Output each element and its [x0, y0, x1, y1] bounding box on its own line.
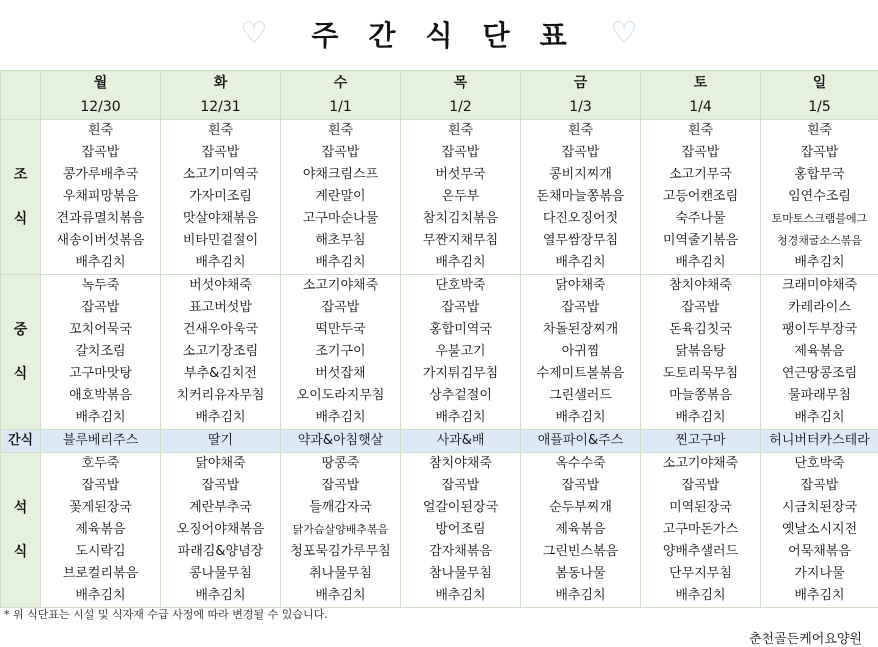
menu-item: 맛살야채볶음	[161, 208, 280, 230]
menu-cell	[521, 453, 641, 608]
menu-item: 잡곡밥	[401, 475, 520, 497]
menu-item: 표고버섯밥	[161, 297, 280, 319]
menu-cell	[761, 453, 878, 608]
menu-item: 배추김치	[401, 252, 520, 274]
menu-item: 숙주나물	[641, 208, 760, 230]
menu-item: 마늘쫑볶음	[641, 385, 760, 407]
menu-item: 새송이버섯볶음	[41, 230, 160, 252]
menu-item: 봄동나물	[521, 563, 640, 585]
menu-item: 카레라이스	[761, 297, 878, 319]
menu-cell	[521, 275, 641, 430]
menu-item: 계란부추국	[161, 497, 280, 519]
menu-item: 물파래무침	[761, 385, 878, 407]
menu-item: 잡곡밥	[281, 297, 400, 319]
day-header	[761, 71, 878, 120]
heart-left-icon: ♡	[240, 19, 267, 49]
menu-item: 애호박볶음	[41, 385, 160, 407]
footnote: * 위 식단표는 시설 및 식자재 수급 사정에 따라 변경될 수 있습니다.	[4, 606, 328, 622]
menu-item: 흰죽	[641, 120, 760, 142]
title-bar	[0, 0, 878, 68]
menu-item: 참치야채죽	[401, 453, 520, 475]
menu-item: 배추김치	[401, 585, 520, 607]
menu-item: 고구마돈가스	[641, 519, 760, 541]
organization-name: 춘천골든케어요양원	[749, 628, 862, 647]
heart-right-icon: ♡	[611, 19, 638, 49]
menu-item: 배추김치	[761, 407, 878, 429]
menu-item: 잡곡밥	[641, 142, 760, 164]
day-date: 12/31	[161, 95, 280, 119]
menu-item: 우불고기	[401, 341, 520, 363]
menu-item: 버섯야채죽	[161, 275, 280, 297]
snack-item: 허니버터카스테라	[761, 430, 878, 453]
menu-item: 가지나물	[761, 563, 878, 585]
menu-cell	[761, 275, 878, 430]
menu-item: 배추김치	[521, 407, 640, 429]
menu-item: 감자채볶음	[401, 541, 520, 563]
menu-cell	[161, 120, 281, 275]
menu-item: 시금치된장국	[761, 497, 878, 519]
menu-item: 배추김치	[641, 252, 760, 274]
day-date: 1/3	[521, 95, 640, 119]
menu-item: 아귀찜	[521, 341, 640, 363]
menu-item: 배추김치	[41, 585, 160, 607]
menu-item: 미역된장국	[641, 497, 760, 519]
menu-item: 건새우아욱국	[161, 319, 280, 341]
menu-item: 배추김치	[521, 585, 640, 607]
menu-item: 해초무침	[281, 230, 400, 252]
menu-cell	[161, 275, 281, 430]
menu-item: 미역줄기볶음	[641, 230, 760, 252]
menu-item: 홍합미역국	[401, 319, 520, 341]
menu-item: 잡곡밥	[641, 475, 760, 497]
day-date: 12/30	[41, 95, 160, 119]
menu-item: 잡곡밥	[761, 475, 878, 497]
page-title: 주간식단표	[281, 14, 596, 54]
menu-item: 얼갈이된장국	[401, 497, 520, 519]
menu-item: 토마토스크램블에그	[761, 208, 878, 230]
meal-label-char: 석	[1, 486, 40, 530]
menu-item: 방어조림	[401, 519, 520, 541]
menu-cell	[281, 275, 401, 430]
menu-item: 옛날소시지전	[761, 519, 878, 541]
menu-item: 콩비지찌개	[521, 164, 640, 186]
menu-item: 잡곡밥	[521, 297, 640, 319]
menu-item: 제육볶음	[761, 341, 878, 363]
meal-label-char: 식	[1, 352, 40, 396]
menu-cell	[641, 275, 761, 430]
dinner-row	[1, 453, 878, 608]
day-date: 1/2	[401, 95, 520, 119]
menu-item: 잡곡밥	[161, 475, 280, 497]
snack-item: 약과&아침햇살	[281, 430, 401, 453]
menu-item: 배추김치	[281, 252, 400, 274]
menu-item: 청경채굴소스볶음	[761, 230, 878, 252]
menu-item: 배추김치	[761, 252, 878, 274]
day-header	[521, 71, 641, 120]
lunch-row	[1, 275, 878, 430]
menu-item: 그린샐러드	[521, 385, 640, 407]
day-name: 화	[161, 71, 280, 95]
menu-item: 배추김치	[41, 407, 160, 429]
menu-item: 고등어캔조림	[641, 186, 760, 208]
menu-cell	[401, 120, 521, 275]
menu-item: 그린빈스볶음	[521, 541, 640, 563]
menu-item: 꼬치어묵국	[41, 319, 160, 341]
menu-cell	[401, 275, 521, 430]
menu-item: 팽이두부장국	[761, 319, 878, 341]
menu-item: 치커리유자무침	[161, 385, 280, 407]
menu-item: 꽃게된장국	[41, 497, 160, 519]
menu-item: 청포묵김가루무침	[281, 541, 400, 563]
menu-item: 잡곡밥	[401, 142, 520, 164]
menu-item: 참치김치볶음	[401, 208, 520, 230]
menu-item: 잡곡밥	[41, 475, 160, 497]
menu-item: 파래김&양념장	[161, 541, 280, 563]
menu-item: 수제미트볼볶음	[521, 363, 640, 385]
menu-item: 잡곡밥	[401, 297, 520, 319]
meal-label-char: 식	[1, 530, 40, 574]
menu-cell	[641, 453, 761, 608]
menu-item: 배추김치	[281, 585, 400, 607]
menu-item: 차돌된장찌개	[521, 319, 640, 341]
meal-label-dinner	[1, 453, 41, 608]
day-header	[41, 71, 161, 120]
breakfast-row	[1, 120, 878, 275]
menu-item: 잡곡밥	[641, 297, 760, 319]
menu-item: 잡곡밥	[41, 142, 160, 164]
day-name: 금	[521, 71, 640, 95]
menu-item: 잡곡밥	[161, 142, 280, 164]
menu-item: 버섯무국	[401, 164, 520, 186]
menu-item: 다진오징어젓	[521, 208, 640, 230]
menu-item: 흰죽	[521, 120, 640, 142]
menu-item: 떡만두국	[281, 319, 400, 341]
menu-item: 브로컬리볶음	[41, 563, 160, 585]
snack-item: 찐고구마	[641, 430, 761, 453]
menu-item: 단호박죽	[761, 453, 878, 475]
menu-cell	[281, 453, 401, 608]
menu-item: 어묵채볶음	[761, 541, 878, 563]
menu-item: 버섯잡채	[281, 363, 400, 385]
menu-item: 우채피망볶음	[41, 186, 160, 208]
day-date: 1/5	[761, 95, 878, 119]
menu-item: 견과류멸치볶음	[41, 208, 160, 230]
menu-item: 무짠지채무침	[401, 230, 520, 252]
menu-item: 단무지무침	[641, 563, 760, 585]
menu-item: 온두부	[401, 186, 520, 208]
menu-item: 흰죽	[761, 120, 878, 142]
meal-label-char: 중	[1, 308, 40, 352]
menu-item: 콩가루배추국	[41, 164, 160, 186]
day-name: 일	[761, 71, 878, 95]
menu-item: 야채크림스프	[281, 164, 400, 186]
menu-item: 갈치조림	[41, 341, 160, 363]
menu-cell	[281, 120, 401, 275]
menu-item: 옥수수죽	[521, 453, 640, 475]
menu-item: 잡곡밥	[41, 297, 160, 319]
snack-item: 애플파이&주스	[521, 430, 641, 453]
menu-item: 오징어야채볶음	[161, 519, 280, 541]
menu-item: 닭볶음탕	[641, 341, 760, 363]
menu-item: 잡곡밥	[521, 142, 640, 164]
menu-item: 상추겉절이	[401, 385, 520, 407]
menu-item: 배추김치	[281, 407, 400, 429]
meal-label-lunch	[1, 275, 41, 430]
menu-item: 들깨감자국	[281, 497, 400, 519]
meal-label-breakfast	[1, 120, 41, 275]
menu-item: 땅콩죽	[281, 453, 400, 475]
menu-item: 돈채마늘쫑볶음	[521, 186, 640, 208]
menu-item: 배추김치	[641, 407, 760, 429]
menu-item: 양배추샐러드	[641, 541, 760, 563]
menu-item: 고구마순나물	[281, 208, 400, 230]
menu-item: 계란말이	[281, 186, 400, 208]
day-header	[401, 71, 521, 120]
menu-cell	[401, 453, 521, 608]
snack-item: 딸기	[161, 430, 281, 453]
menu-item: 소고기장조림	[161, 341, 280, 363]
menu-item: 흰죽	[401, 120, 520, 142]
menu-item: 닭가슴살양배추볶음	[281, 519, 400, 541]
menu-item: 배추김치	[401, 407, 520, 429]
menu-item: 흰죽	[161, 120, 280, 142]
menu-table	[0, 70, 878, 608]
snack-item: 블루베리주스	[41, 430, 161, 453]
day-header	[641, 71, 761, 120]
menu-cell	[161, 453, 281, 608]
day-name: 수	[281, 71, 400, 95]
menu-item: 잡곡밥	[521, 475, 640, 497]
menu-cell	[521, 120, 641, 275]
menu-item: 배추김치	[761, 585, 878, 607]
header-row	[1, 71, 878, 120]
menu-item: 배추김치	[161, 407, 280, 429]
menu-item: 소고기무국	[641, 164, 760, 186]
menu-item: 크래미야채죽	[761, 275, 878, 297]
menu-item: 취나물무침	[281, 563, 400, 585]
menu-item: 도시락김	[41, 541, 160, 563]
menu-item: 제육볶음	[521, 519, 640, 541]
menu-cell	[41, 120, 161, 275]
menu-item: 소고기야채죽	[641, 453, 760, 475]
menu-item: 잡곡밥	[281, 475, 400, 497]
menu-item: 순두부찌개	[521, 497, 640, 519]
menu-item: 배추김치	[641, 585, 760, 607]
menu-item: 소고기야채죽	[281, 275, 400, 297]
snack-item: 사과&배	[401, 430, 521, 453]
menu-item: 잡곡밥	[281, 142, 400, 164]
menu-item: 열무쌈장무침	[521, 230, 640, 252]
meal-label-char: 조	[1, 153, 40, 197]
menu-item: 호두죽	[41, 453, 160, 475]
menu-cell	[41, 275, 161, 430]
corner-cell	[1, 71, 41, 120]
menu-item: 홍합무국	[761, 164, 878, 186]
menu-item: 고구마맛탕	[41, 363, 160, 385]
day-name: 목	[401, 71, 520, 95]
menu-item: 도토리묵무침	[641, 363, 760, 385]
menu-item: 잡곡밥	[761, 142, 878, 164]
menu-item: 배추김치	[41, 252, 160, 274]
menu-item: 흰죽	[41, 120, 160, 142]
menu-item: 배추김치	[521, 252, 640, 274]
day-header	[161, 71, 281, 120]
menu-item: 제육볶음	[41, 519, 160, 541]
menu-item: 닭야채죽	[521, 275, 640, 297]
menu-item: 가자미조림	[161, 186, 280, 208]
menu-item: 연근땅콩조림	[761, 363, 878, 385]
menu-item: 배추김치	[161, 585, 280, 607]
menu-item: 배추김치	[161, 252, 280, 274]
menu-item: 부추&김치전	[161, 363, 280, 385]
menu-cell	[641, 120, 761, 275]
day-name: 월	[41, 71, 160, 95]
menu-item: 흰죽	[281, 120, 400, 142]
menu-cell	[761, 120, 878, 275]
menu-item: 돈육김칫국	[641, 319, 760, 341]
menu-item: 녹두죽	[41, 275, 160, 297]
menu-item: 소고기미역국	[161, 164, 280, 186]
menu-item: 오이도라지무침	[281, 385, 400, 407]
menu-item: 임연수조림	[761, 186, 878, 208]
day-header	[281, 71, 401, 120]
day-date: 1/4	[641, 95, 760, 119]
day-name: 토	[641, 71, 760, 95]
menu-item: 참나물무침	[401, 563, 520, 585]
meal-label-char: 식	[1, 197, 40, 241]
menu-item: 닭야채죽	[161, 453, 280, 475]
day-date: 1/1	[281, 95, 400, 119]
menu-cell	[41, 453, 161, 608]
menu-item: 콩나물무침	[161, 563, 280, 585]
menu-item: 참치야채죽	[641, 275, 760, 297]
menu-item: 가지튀김무침	[401, 363, 520, 385]
meal-label-snack: 간식	[1, 430, 41, 453]
menu-item: 단호박죽	[401, 275, 520, 297]
menu-item: 조기구이	[281, 341, 400, 363]
snack-row	[1, 430, 878, 453]
menu-item: 비타민겉절이	[161, 230, 280, 252]
